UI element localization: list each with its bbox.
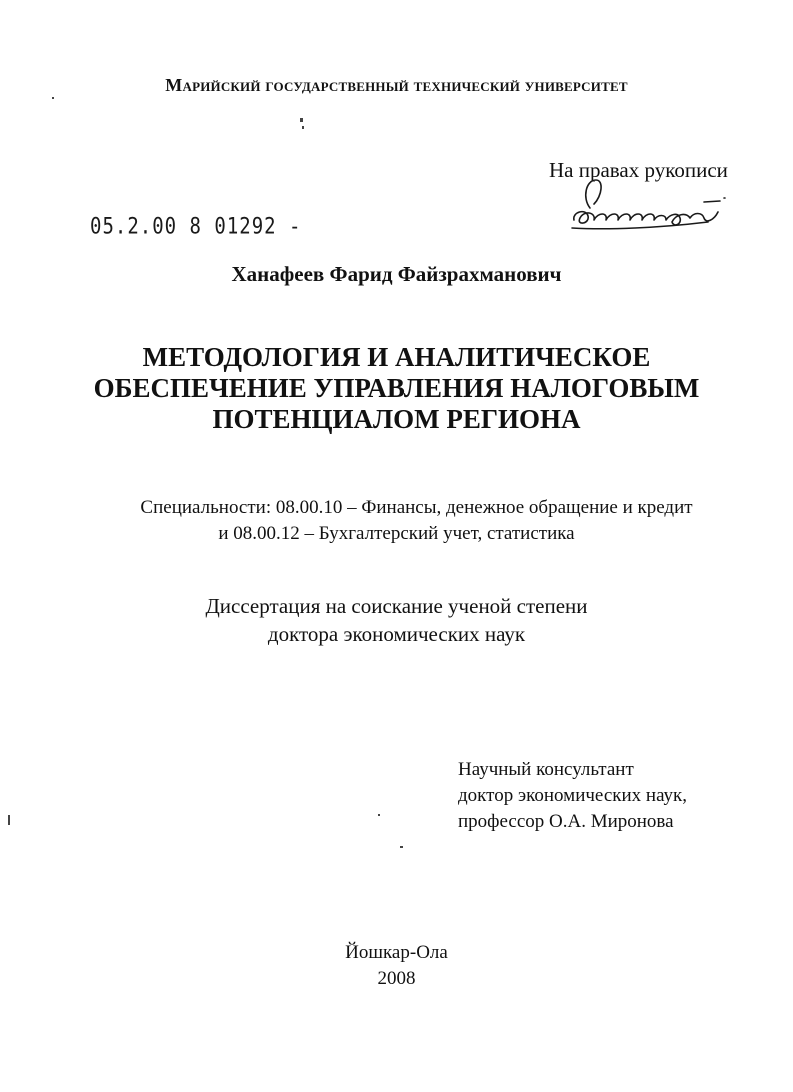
university-name: Марийский государственный технический университет	[165, 75, 628, 95]
registration-number-stamp: 05.2.00 8 01292 -	[90, 214, 302, 240]
consultant-degree: доктор экономических наук,	[458, 785, 688, 806]
degree-line: Диссертация на соискание ученой степени	[205, 594, 588, 618]
scan-speck	[300, 118, 303, 122]
specialties-line: Специальности: 08.00.10 – Финансы, денежное обращение и кредит	[140, 497, 693, 518]
city: Йошкар-Ола	[345, 942, 448, 963]
year: 2008	[377, 968, 416, 989]
consultant-role: Научный консультант	[458, 759, 634, 780]
consultant-name: профессор О.А. Миронова	[458, 811, 674, 832]
scan-speck	[400, 846, 403, 848]
title-line: ПОТЕНЦИАЛОМ РЕГИОНА	[212, 404, 581, 434]
title-line: ОБЕСПЕЧЕНИЕ УПРАВЛЕНИЯ НАЛОГОВЫМ	[93, 373, 700, 403]
title-line: МЕТОДОЛОГИЯ И АНАЛИТИЧЕСКОЕ	[142, 342, 651, 372]
specialties-line: и 08.00.12 – Бухгалтерский учет, статистика	[218, 523, 575, 544]
manuscript-rights-note: На правах рукописи	[549, 158, 728, 182]
specialties-block	[0, 495, 793, 547]
handwritten-signature-icon	[568, 168, 728, 253]
dissertation-title	[0, 342, 793, 435]
scan-speck	[52, 97, 54, 99]
place-and-year	[0, 940, 793, 992]
degree-statement	[0, 592, 793, 648]
author-name: Ханафеев Фарид Файзрахманович	[231, 262, 562, 286]
scientific-consultant-block	[458, 757, 687, 835]
degree-line: доктора экономических наук	[267, 622, 526, 646]
scan-speck	[378, 814, 380, 816]
scan-speck	[8, 815, 10, 825]
scan-speck	[302, 126, 304, 129]
